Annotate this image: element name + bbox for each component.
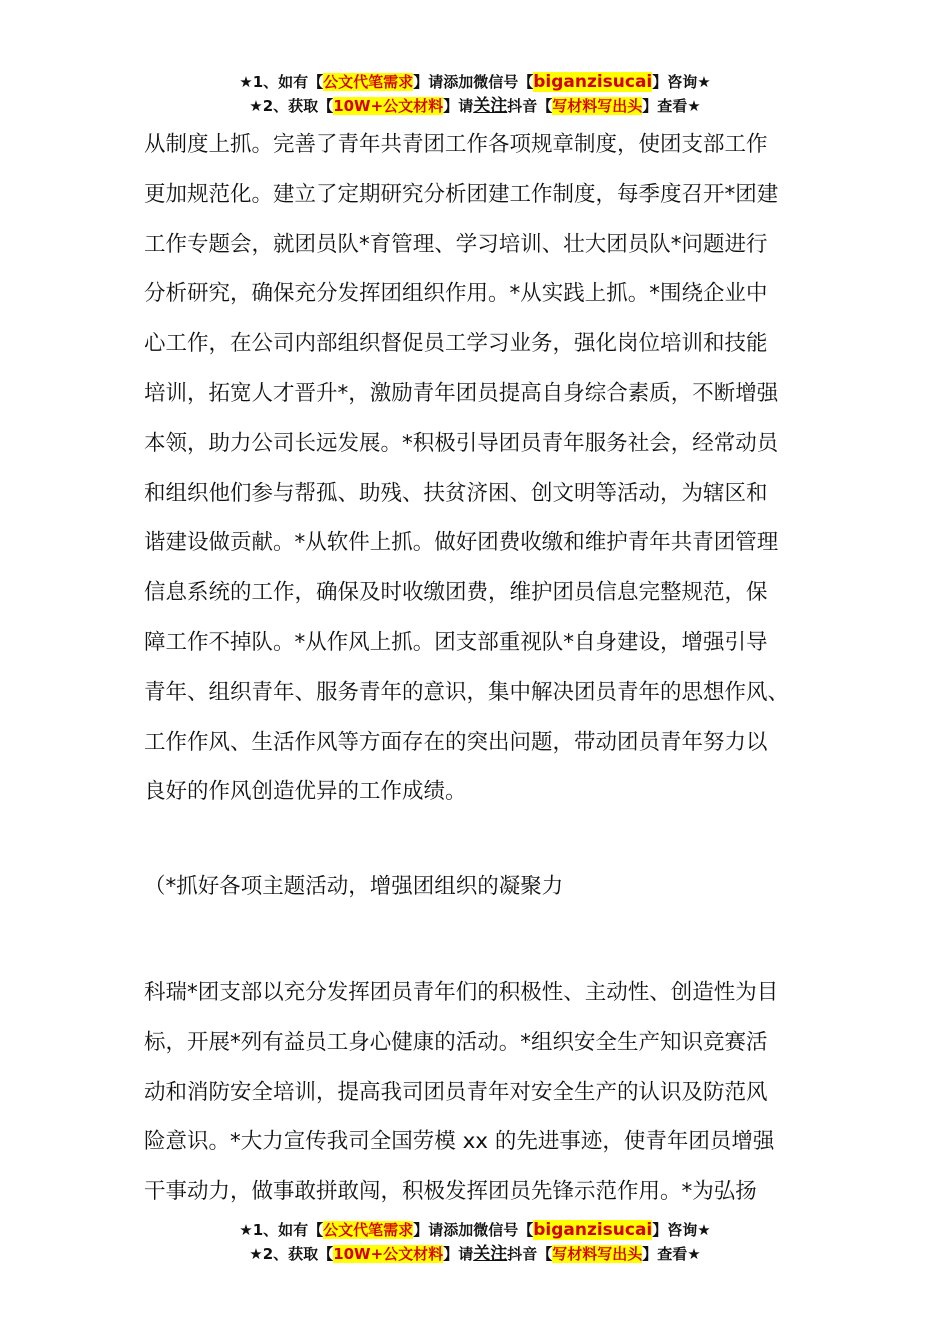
text-line: 标，开展*列有益员工身心健康的活动。*组织安全生产知识竞赛活 (144, 1029, 768, 1055)
banner-mid: 抖音【 (507, 1245, 553, 1263)
banner-highlight-materials: 10W+公文材料 (333, 97, 444, 115)
header-banner (0, 70, 950, 118)
text-line: 和组织他们参与帮孤、助残、扶贫济困、创文明等活动，为辖区和 (144, 480, 768, 506)
banner-suffix: 】查看★ (642, 1245, 701, 1263)
text-line: 干事动力，做事敢拼敢闯，积极发挥团员先锋示范作用。*为弘扬 (144, 1179, 757, 1205)
banner-highlight-douyin: 写材料写出头 (552, 97, 643, 115)
banner-prefix: ★1、如有【 (239, 73, 324, 91)
text-line: 良好的作风创造优异的工作成绩。 (144, 779, 467, 805)
banner-highlight-wechat-id: biganzisucai (533, 72, 653, 92)
banner-mid: 】请 (443, 1245, 474, 1263)
banner-highlight-service: 公文代笔需求 (323, 73, 414, 91)
text-line: 谐建设做贡献。*从软件上抓。做好团费收缴和维护青年共青团管理 (144, 530, 779, 556)
text-line: 动和消防安全培训，提高我司团员青年对安全生产的认识及防范风 (144, 1079, 768, 1105)
header-banner-line-1 (0, 70, 950, 94)
text-line: 分析研究，确保充分发挥团组织作用。*从实践上抓。*围绕企业中 (144, 281, 768, 307)
text-line: 从制度上抓。完善了青年共青团工作各项规章制度，使团支部工作 (144, 132, 768, 157)
banner-mid: 】请添加微信号【 (413, 73, 534, 91)
banner-suffix: 】咨询★ (652, 73, 711, 91)
document-body (144, 120, 824, 1205)
section-heading: （*抓好各项主题活动，增强团组织的凝聚力 (144, 874, 564, 899)
text-line: 工作作风、生活作风等方面存在的突出问题，带动团员青年努力以 (144, 729, 768, 755)
text-line: 本领，助力公司长远发展。*积极引导团员青年服务社会，经常动员 (144, 430, 779, 456)
banner-underlined-follow: 关注 (473, 1244, 508, 1264)
paragraph-1 (144, 120, 824, 817)
banner-prefix: ★2、获取【 (249, 97, 334, 115)
text-line: 险意识。*大力宣传我司全国劳模 xx 的先进事迹，使青年团员增强 (144, 1129, 775, 1155)
banner-suffix: 】咨询★ (652, 1221, 711, 1239)
text-line: 更加规范化。建立了定期研究分析团建工作制度，每季度召开*团建 (144, 181, 779, 207)
banner-prefix: ★1、如有【 (239, 1221, 324, 1239)
header-banner-line-2 (0, 94, 950, 118)
banner-underlined-follow: 关注 (473, 96, 508, 116)
text-line: 科瑞*团支部以充分发挥团员青年们的积极性、主动性、创造性为目 (144, 980, 779, 1005)
text-line: 培训，拓宽人才晋升*，激励青年团员提高自身综合素质，不断增强 (144, 380, 779, 406)
text-line: 心工作，在公司内部组织督促员工学习业务，强化岗位培训和技能 (144, 331, 768, 357)
text-line: 工作专题会，就团员队*育管理、学习培训、壮大团员队*问题进行 (144, 231, 768, 257)
banner-mid: 】请 (443, 97, 474, 115)
banner-suffix: 】查看★ (642, 97, 701, 115)
banner-mid: 】请添加微信号【 (413, 1221, 534, 1239)
banner-mid: 抖音【 (507, 97, 553, 115)
banner-highlight-wechat-id: biganzisucai (533, 1220, 653, 1240)
footer-banner (0, 1218, 950, 1266)
text-line: 青年、组织青年、服务青年的意识，集中解决团员青年的思想作风、 (144, 679, 790, 705)
footer-banner-line-1 (0, 1218, 950, 1242)
text-line: 障工作不掉队。*从作风上抓。团支部重视队*自身建设，增强引导 (144, 629, 768, 655)
footer-banner-line-2 (0, 1242, 950, 1266)
text-line: 信息系统的工作，确保及时收缴团费，维护团员信息完整规范，保 (144, 580, 768, 606)
banner-highlight-service: 公文代笔需求 (323, 1221, 414, 1239)
paragraph-2 (144, 968, 778, 1217)
banner-prefix: ★2、获取【 (249, 1245, 334, 1263)
banner-highlight-douyin: 写材料写出头 (552, 1245, 643, 1263)
banner-highlight-materials: 10W+公文材料 (333, 1245, 444, 1263)
